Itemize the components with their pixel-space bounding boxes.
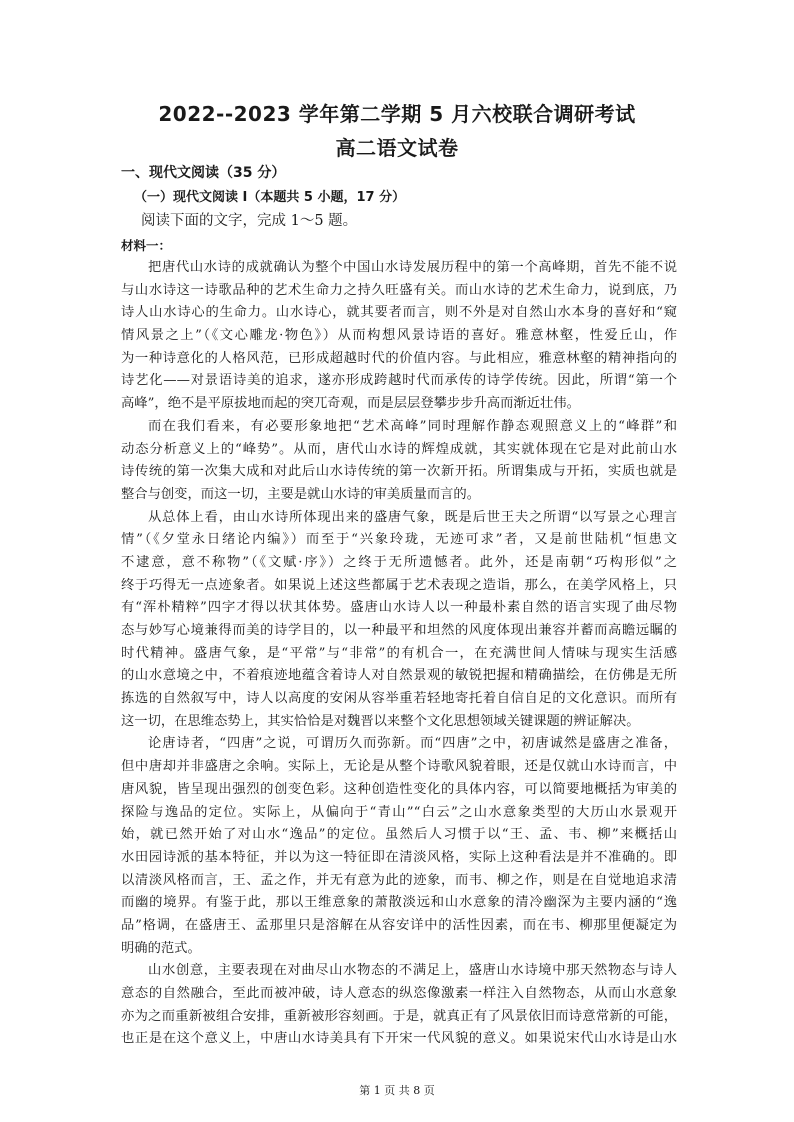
passage-line: 诗艺化——对景语诗美的追求，遂亦形成跨越时代而承传的诗学传统。因此，所谓“第一个	[121, 373, 677, 389]
passage-line: 与山水诗这一诗歌品种的艺术生命力之持久旺盛有关。而山水诗的艺术生命力，说到底，乃	[121, 282, 677, 298]
passage-line: 探险与逸品的定位。实际上，从偏向于“青山”“白云”之山水意象类型的大历山水景观开	[121, 804, 677, 820]
passage-line: 不逮意，意不称物”（《文赋·序》）之终于无所遗憾者。此外，还是南朝“巧构形似”之	[121, 554, 677, 570]
passage-line: 诗人山水诗心的生命力。山水诗心，就其要者而言，则不外是对自然山水本身的喜好和“窥	[121, 305, 677, 321]
passage-line: 始，就已然开始了对山水“逸品”的定位。虽然后人习惯于以“王、孟、韦、柳”来概括山	[121, 827, 677, 843]
passage-line: 唐风貌，皆呈现出强烈的创变色彩。这种创造性变化的具体内容，可以简要地概括为审美的	[121, 781, 677, 797]
exam-subtitle: 高二语文试卷	[335, 136, 459, 160]
page-footer: 第 1 页 共 8 页	[359, 1084, 435, 1097]
passage-line: 也正是在这个意义上，中唐山水诗美具有下开宋一代风貌的意义。如果说宋代山水诗是山水	[121, 1031, 677, 1047]
passage-line: 但中唐却并非盛唐之余响。实际上，无论是从整个诗歌风貌着眼，还是仅就山水诗而言，中	[121, 759, 677, 775]
passage-line: 终于巧得无一点迹象者。如果说上述这些都属于艺术表现之造诣，那么，在美学风格上，只	[121, 577, 677, 593]
passage-line: 有“浑朴精粹”四字才得以状其体势。盛唐山水诗人以一种最朴素自然的语言实现了曲尽物	[121, 600, 677, 616]
section-heading: 一、现代文阅读（35 分）	[121, 165, 286, 181]
passage-line: 从总体上看，由山水诗所体现出来的盛唐气象，既是后世王夫之所谓“以写景之心理言	[148, 509, 677, 525]
passage-line: 以清淡风格而言，王、孟之作，并无有意为此的迹象，而韦、柳之作，则是在自觉地追求清	[121, 872, 677, 888]
reading-instruction: 阅读下面的文字，完成 1～5 题。	[141, 213, 358, 229]
passage-line: 情风景之上”（《文心雕龙·物色》）从而构想风景诗语的喜好。雅意林壑，性爱丘山，作	[121, 328, 677, 344]
passage-line: 而在我们看来，有必要形象地把“艺术高峰”同时理解作静态观照意义上的“峰群”和	[148, 418, 677, 434]
material-label: 材料一：	[121, 238, 172, 253]
passage-line: 时代精神。盛唐气象，是“平常”与“非常”的有机合一，在充满世间人情味与现实生活感	[121, 645, 677, 661]
subsection-heading: （一）现代文阅读 I（本题共 5 小题，17 分）	[134, 190, 406, 205]
passage-line: 意态的自然融合，至此而被冲破，诗人意态的纵恣像激素一样注入自然物态，从而山水意象	[121, 986, 677, 1001]
passage-line: 而幽的境界。有鉴于此，那以王维意象的萧散淡远和山水意象的清冷幽深为主要内涵的“逸	[121, 895, 677, 911]
passage-line: 把唐代山水诗的成就确认为整个中国山水诗发展历程中的第一个高峰期，首先不能不说	[148, 260, 677, 275]
passage-line: 品”格调，在盛唐王、孟那里只是溶解在从容安详中的活性因素，而在韦、柳那里便凝定为	[121, 917, 677, 933]
passage-line: 水田园诗派的基本特征，并以为这一特征即在清淡风格，实际上这种看法是并不准确的。即	[121, 849, 677, 865]
passage-line: 这一切，在思维态势上，其实恰恰是对魏晋以来整个文化思想领域关键课题的辨证解决。	[121, 713, 640, 729]
passage-line: 为一种诗意化的人格风范，已形成超越时代的价值内容。与此相应，雅意林壑的精神指向的	[121, 350, 677, 366]
passage-line: 拣选的自然叙写中，诗人以高度的安闲从容举重若轻地寄托着自信自足的文化意识。而所有	[121, 691, 677, 707]
passage-line: 情”（《夕堂永日绪论内编》）而至于“兴象玲珑，无迹可求”者，又是前世陆机“恒患文	[121, 532, 677, 548]
passage-line: 的山水意境之中，不着痕迹地蕴含着诗人对自然景观的敏锐把握和精确描绘，在仿佛是无所	[121, 668, 677, 684]
passage-line: 动态分析意义上的“峰势”。从而，唐代山水诗的辉煌成就，其实就体现在它是对此前山水	[121, 441, 677, 457]
passage-line: 高峰”，绝不是平原拔地而起的突兀奇观，而是层层登攀步步升高而渐近壮伟。	[121, 396, 580, 412]
passage-line: 诗传统的第一次集大成和对此后山水诗传统的第一次新开拓。所谓集成与开拓，实质也就是	[121, 464, 677, 480]
passage-line: 态与妙写心境兼得而美的诗学目的，以一种最平和坦然的风度体现出兼容并蓄而高瞻远瞩的	[121, 623, 677, 638]
passage-line: 论唐诗者，“四唐”之说，可谓历久而弥新。而“四唐”之中，初唐诚然是盛唐之准备，	[148, 736, 677, 752]
passage-line: 明确的范式。	[121, 940, 201, 956]
passage-line: 亦为之而重新被组合安排，重新被形容刻画。于是，就真正有了风景依旧而诗意常新的可能，	[121, 1008, 677, 1024]
exam-title: 2022--2023 学年第二学期 5 月六校联合调研考试	[158, 102, 636, 126]
passage-line: 山水创意，主要表现在对曲尽山水物态的不满足上，盛唐山水诗境中那天然物态与诗人	[148, 963, 677, 979]
passage-body	[121, 257, 677, 1051]
passage-line: 整合与创变，而这一切，主要是就山水诗的审美质量而言的。	[121, 486, 481, 502]
